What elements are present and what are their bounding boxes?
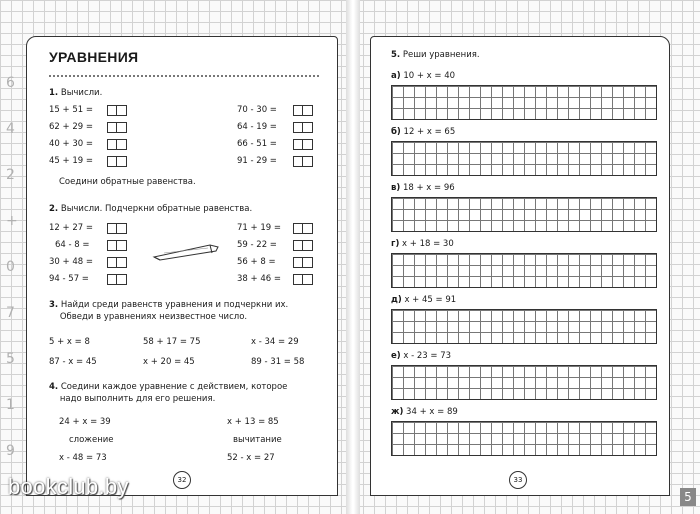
answer-boxes[interactable] <box>293 139 313 150</box>
task-1-note: Соедини обратные равенства. <box>59 177 196 187</box>
expression: 66 - 51 = <box>237 139 277 149</box>
task-2-heading: 2. Вычисли. Подчеркни обратные равенства. <box>49 204 253 214</box>
left-page <box>26 36 338 496</box>
answer-boxes[interactable] <box>107 274 127 285</box>
answer-boxes[interactable] <box>293 105 313 116</box>
equation: 58 + 17 = 75 <box>143 337 201 347</box>
expression: 94 - 57 = <box>49 274 89 284</box>
expression: 71 + 19 = <box>237 223 281 233</box>
equation: x + 13 = 85 <box>227 417 279 427</box>
equation: 87 - x = 45 <box>49 357 97 367</box>
answer-grid[interactable] <box>391 141 657 176</box>
answer-grid[interactable] <box>391 253 657 288</box>
equation-label: г) x + 18 = 30 <box>391 239 454 249</box>
answer-boxes[interactable] <box>293 274 313 285</box>
answer-boxes[interactable] <box>107 122 127 133</box>
expression: 45 + 19 = <box>49 156 93 166</box>
equation: x + 20 = 45 <box>143 357 195 367</box>
decorative-digits: 6 4 2 + 0 7 5 1 9 <box>6 75 18 459</box>
answer-boxes[interactable] <box>293 122 313 133</box>
answer-boxes[interactable] <box>293 223 313 234</box>
answer-boxes[interactable] <box>293 257 313 268</box>
expression: 40 + 30 = <box>49 139 93 149</box>
equation: x - 48 = 73 <box>59 453 107 463</box>
pencil-icon <box>152 241 222 261</box>
answer-grid[interactable] <box>391 421 657 456</box>
answer-boxes[interactable] <box>293 156 313 167</box>
task-1-heading: 1. Вычисли. <box>49 88 103 98</box>
equation-label: б) 12 + x = 65 <box>391 127 456 137</box>
answer-boxes[interactable] <box>107 240 127 251</box>
equation-label: д) x + 45 = 91 <box>391 295 457 305</box>
answer-grid[interactable] <box>391 197 657 232</box>
watermark-logo: bookclub.by <box>8 474 129 499</box>
answer-boxes[interactable] <box>107 257 127 268</box>
answer-boxes[interactable] <box>293 240 313 251</box>
task-5-heading: 5. Реши уравнения. <box>391 50 480 60</box>
equation: 89 - 31 = 58 <box>251 357 305 367</box>
corner-tab: 5 <box>680 488 696 506</box>
expression: 15 + 51 = <box>49 105 93 115</box>
expression: 62 + 29 = <box>49 122 93 132</box>
expression: 30 + 48 = <box>49 257 93 267</box>
equation-label: ж) 34 + x = 89 <box>391 407 458 417</box>
equation: 5 + x = 8 <box>49 337 90 347</box>
title-divider <box>49 75 319 77</box>
operation-label: вычитание <box>233 435 282 445</box>
task-3-heading: 3. Найди среди равенств уравнения и подчеркни их. Обведи в уравнениях неизвестное число. <box>49 300 289 322</box>
expression: 64 - 8 = <box>55 240 90 250</box>
expression: 70 - 30 = <box>237 105 277 115</box>
answer-boxes[interactable] <box>107 139 127 150</box>
expression: 59 - 22 = <box>237 240 277 250</box>
expression: 56 + 8 = <box>237 257 276 267</box>
expression: 64 - 19 = <box>237 122 277 132</box>
page-number: 33 <box>509 471 527 489</box>
answer-boxes[interactable] <box>107 105 127 116</box>
task-4-heading: 4. Соедини каждое уравнение с действием, которое надо выполнить для его решения. <box>49 382 288 404</box>
answer-grid[interactable] <box>391 365 657 400</box>
answer-grid[interactable] <box>391 309 657 344</box>
equation-label: в) 18 + x = 96 <box>391 183 455 193</box>
page-title: УРАВНЕНИЯ <box>49 49 139 65</box>
book-gutter <box>346 0 360 514</box>
right-page <box>370 36 670 496</box>
equation: x - 34 = 29 <box>251 337 299 347</box>
answer-boxes[interactable] <box>107 223 127 234</box>
equation-label: а) 10 + x = 40 <box>391 71 456 81</box>
expression: 38 + 46 = <box>237 274 281 284</box>
answer-boxes[interactable] <box>107 156 127 167</box>
expression: 12 + 27 = <box>49 223 93 233</box>
expression: 91 - 29 = <box>237 156 277 166</box>
answer-grid[interactable] <box>391 85 657 120</box>
equation-label: е) x - 23 = 73 <box>391 351 452 361</box>
operation-label: сложение <box>69 435 114 445</box>
equation: 24 + x = 39 <box>59 417 111 427</box>
page-number: 32 <box>173 471 191 489</box>
equation: 52 - x = 27 <box>227 453 275 463</box>
